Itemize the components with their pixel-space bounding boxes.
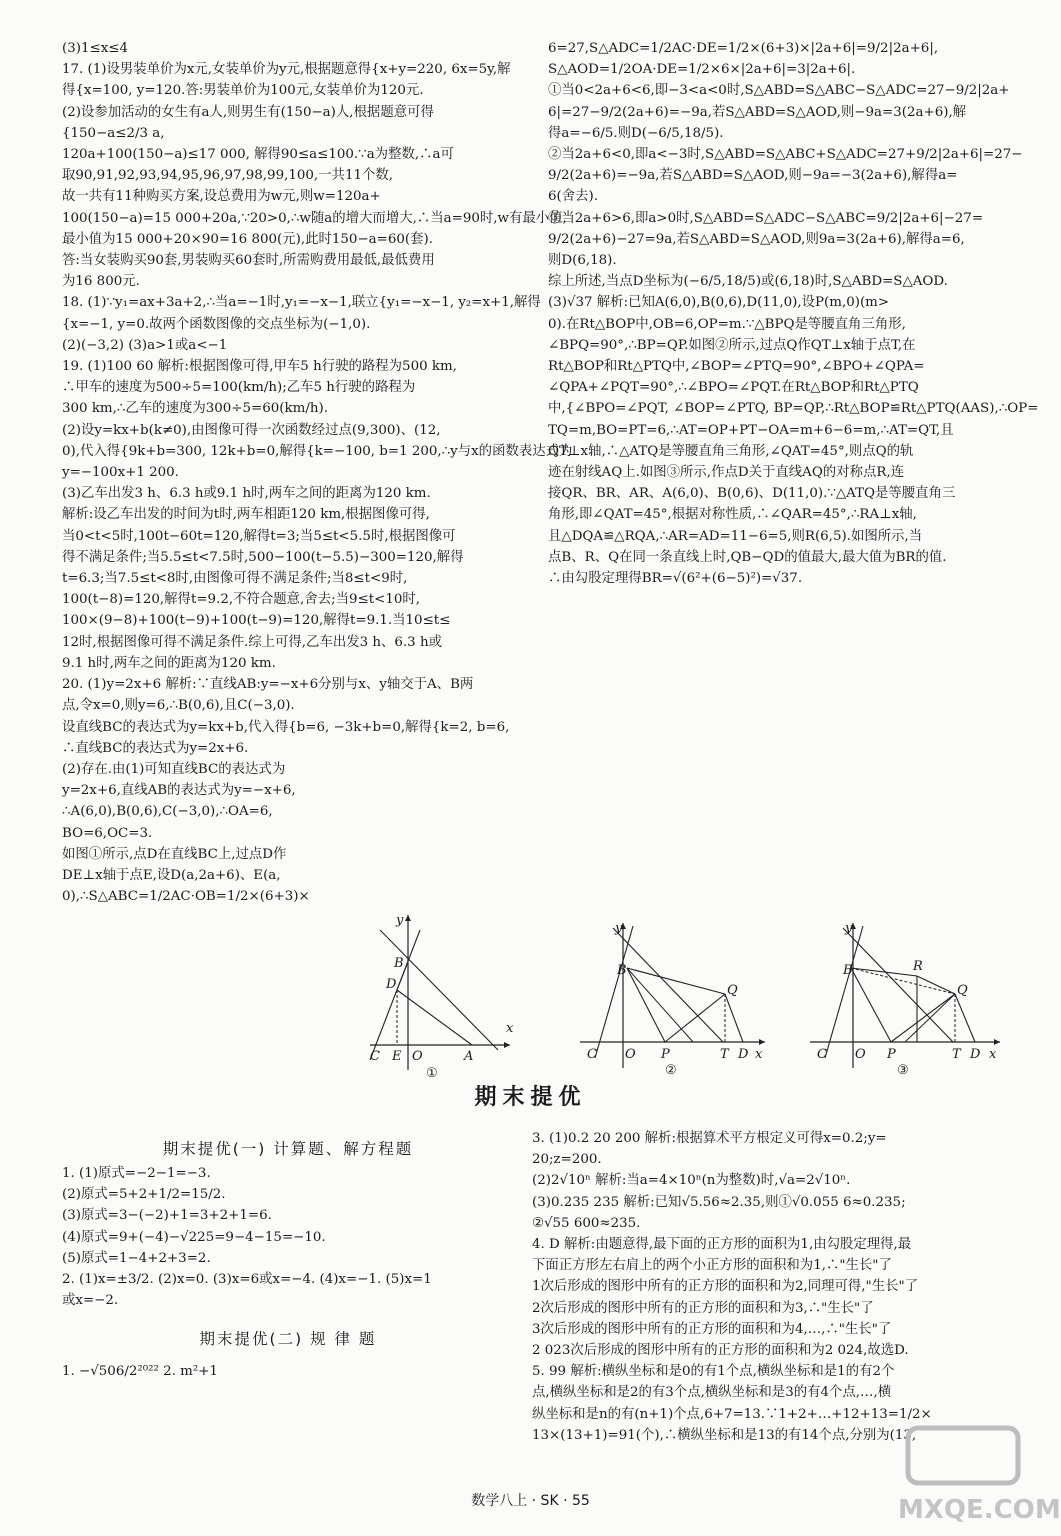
left-column-line: 100×(9−8)+100(t−9)+100(t−9)=120,解得t=9.1.当10≤t≤ <box>62 613 451 629</box>
fig1-O-label: O <box>412 1049 423 1064</box>
right-column-line: ③当2a+6>6,即a>0时,S△ABD=S△ADC−S△ABC=9/2|2a+6|−27= <box>548 210 984 226</box>
bottom-right-line: 4. D 解析:由题意得,最下面的正方形的面积为1,由勾股定理得,最 <box>532 1237 912 1253</box>
bottom-right-line: 纵坐标和是n的有(n+1)个点,6+7=13.∵1+2+…+12+13=1/2× <box>532 1406 932 1422</box>
calculation-line: 1. (1)原式=−2−1=−3. <box>62 1166 211 1181</box>
bottom-right-line: 3. (1)0.2 20 200 解析:根据算术平方根定义可得x=0.2;y= <box>532 1131 887 1146</box>
fig1-D-label: D <box>386 977 397 992</box>
calculation-line: (3)原式=3−(−2)+1=3+2+1=6. <box>62 1208 272 1224</box>
bottom-right-line: 13×(13+1)=91(个),∴横纵坐标和是13的有14个点,分别为(13, <box>532 1427 917 1443</box>
right-column-line: 中,{∠BPO=∠PQT, ∠BOP=∠PTQ, BP=QP,∴Rt△BOP≌Rt△PTQ(AAS),∴OP= <box>548 401 1039 417</box>
fig2-O-label: O <box>625 1047 636 1062</box>
calculation-line: 或x=−2. <box>62 1293 119 1309</box>
fig2-D-label: D <box>738 1047 749 1062</box>
left-column-line: 100(t−8)=120,解得t=9.2,不符合题意,舍去;当9≤t<10时, <box>62 592 421 608</box>
figure-2 <box>575 918 775 1078</box>
bottom-right-line: 3次后形成的图形中所有的正方形的面积和为4,…,∴"生长"了 <box>532 1321 892 1337</box>
left-column-line: ∴甲车的速度为500÷5=100(km/h);乙车5 h行驶的路程为 <box>62 380 416 396</box>
right-column-line: (3)√37 解析:已知A(6,0),B(0,6),D(11,0),设P(m,0)(m> <box>548 295 890 311</box>
right-column-line: 9/2(2a+6)=−9a,若S△ABD=S△AOD,则−9a=−3(2a+6),解得a= <box>548 168 958 184</box>
watermark-logo <box>878 1418 1061 1528</box>
left-column-line: 点,令x=0,则y=6,∴B(0,6),且C(−3,0). <box>62 698 295 714</box>
bottom-right-line: 2 023次后形成的图形中所有的正方形的面积和为2 024,故选D. <box>532 1343 909 1359</box>
fig3-x-label: x <box>989 1047 997 1062</box>
fig3-R-label: R <box>913 959 923 974</box>
right-column-line: S△AOD=1/2OA·DE=1/2×6×|2a+6|=3|2a+6|. <box>548 62 856 78</box>
right-column-line: QT⊥x轴,∴△ATQ是等腰直角三角形,∠QAT=45°,则点Q的轨 <box>548 443 914 459</box>
fig2-x-label: x <box>755 1047 763 1062</box>
right-column-line: ∴由勾股定理得BR=√(6²+(6−5)²)=√37. <box>548 571 803 587</box>
subtitle-calculation: 期末提优(一) 计算题、解方程题 <box>162 1140 414 1158</box>
bottom-right-line: 20;z=200. <box>532 1152 602 1168</box>
fig3-Q-label: Q <box>957 983 968 998</box>
left-column-line: 0),代入得{9k+b=300, 12k+b=0,解得{k=−100, b=1 200,∴y与x的函数表达式为 <box>62 443 573 459</box>
right-column-line: 且△DQA≌△RQA,∴AR=AD=11−6=5,则R(6,5).如图所示,当 <box>548 528 923 544</box>
left-column-line: 得不满足条件;当5.5≤t<7.5时,500−100(t−5.5)−300=120,解得 <box>62 549 464 565</box>
fig1-C-label: C <box>370 1049 380 1064</box>
left-column-line: 100(150−a)=15 000+20a,∵20>0,∴w随a的增大而增大,∴当a=90时,w有最小值, <box>62 210 567 226</box>
left-column-line: {x=−1, y=0.故两个函数图像的交点坐标为(−1,0). <box>62 316 371 332</box>
right-column-line: ∠QPA+∠PQT=90°,∴∠BPO=∠PQT.在Rt△BOP和Rt△PTQ <box>548 380 919 396</box>
bottom-right-line: 点,横纵坐标和是2的有3个点,横纵坐标和是3的有4个点,…,横 <box>532 1385 892 1401</box>
left-column-line: t=6.3;当7.5≤t<8时,由图像可得不满足条件;当8≤t<9时, <box>62 571 408 587</box>
bottom-right-line: ②√55 600≈235. <box>532 1215 641 1231</box>
fig1-caption: ① <box>426 1066 438 1081</box>
bottom-right-line: 2次后形成的图形中所有的正方形的面积和为3,∴"生长"了 <box>532 1300 874 1316</box>
right-column-line: 综上所述,当点D坐标为(−6/5,18/5)或(6,18)时,S△ABD=S△AOD. <box>548 274 948 290</box>
right-column-line: ∠BPQ=90°,∴BP=QP.如图②所示,过点Q作QT⊥x轴于点T,在 <box>548 337 916 353</box>
right-column-line: Rt△BOP和Rt△PTQ中,∠BOP=∠PTQ=90°,∠BPO+∠QPA= <box>548 359 925 375</box>
bottom-left-block <box>62 1135 514 1383</box>
fig2-y-label: y <box>615 921 623 936</box>
fig2-Q-label: Q <box>727 983 738 998</box>
left-column-line: 取90,91,92,93,94,95,96,97,98,99,100,一共11个数, <box>62 168 394 184</box>
left-column-line: 19. (1)100 60 解析:根据图像可得,甲车5 h行驶的路程为500 km, <box>62 359 457 375</box>
fig3-T-label: T <box>952 1047 961 1062</box>
fig3-O-label: O <box>855 1047 866 1062</box>
left-column-line: ∴直线BC的表达式为y=2x+6. <box>62 740 249 756</box>
left-column-line: ∴A(6,0),B(0,6),C(−3,0),∴OA=6, <box>62 804 273 820</box>
calculation-line: (4)原式=9+(−4)−√225=9−4−15=−10. <box>62 1229 326 1245</box>
right-column-line: ①当0<2a+6<6,即−3<a<0时,S△ABD=S△ABC−S△ADC=27−9/2|2a+ <box>548 83 1010 99</box>
fig3-caption: ③ <box>897 1063 909 1078</box>
left-column-line: DE⊥x轴于点E,设D(a,2a+6)、E(a, <box>62 867 281 883</box>
fig1-E-label: E <box>392 1049 402 1064</box>
left-column-line: (2)存在.由(1)可知直线BC的表达式为 <box>62 761 286 777</box>
left-column-line: 最小值为15 000+20×90=16 800(元),此时150−a=60(套). <box>62 231 434 247</box>
left-column-line: 故一共有11种购买方案,设总费用为w元,则w=120a+ <box>62 189 381 205</box>
right-column-line: 点B、R、Q在同一条直线上时,QB−QD的值最大,最大值为BR的值. <box>548 549 947 565</box>
left-column-line: {150−a≤2/3 a, <box>62 125 165 141</box>
left-column-line: 得{x=100, y=120.答:男装单价为100元,女装单价为120元. <box>62 83 424 99</box>
bottom-right-line: (2)2√10ⁿ 解析:当a=4×10ⁿ(n为整数)时,√a=2√10ⁿ. <box>532 1173 851 1189</box>
fig2-P-label: P <box>661 1047 670 1062</box>
left-column-line: 20. (1)y=2x+6 解析:∵直线AB:y=−x+6分别与x、y轴交于A、B两 <box>62 677 474 693</box>
right-column-line: 角形,即∠QAT=45°,根据对称性质,∴∠QAR=45°,∴RA⊥x轴, <box>548 507 917 523</box>
right-column-line: 6|=27−9/2(2a+6)=−9a,若S△ABD=S△AOD,则−9a=3(2a+6),解 <box>548 104 967 120</box>
right-column-line: 迹在射线AQ上.如图③所示,作点D关于直线AQ的对称点R,连 <box>548 465 905 481</box>
left-column <box>62 38 573 907</box>
bottom-right-line: (3)0.235 235 解析:已知√5.56≈2.35,则①√0.055 6≈0.235; <box>532 1194 906 1210</box>
right-column-line: 得a=−6/5.则D(−6/5,18/5). <box>548 125 724 141</box>
fig3-D-label: D <box>970 1047 981 1062</box>
left-column-line: y=−100x+1 200. <box>62 465 179 481</box>
pattern-answers-1-2: 1. −√506/2²⁰²² 2. m²+1 <box>62 1364 218 1380</box>
left-column-line: 18. (1)∵y₁=ax+3a+2,∴当a=−1时,y₁=−x−1,联立{y₁=−x−1, y₂=x+1,解得 <box>62 295 541 311</box>
calculation-line: 2. (1)x=±3/2. (2)x=0. (3)x=6或x=−4. (4)x=−1. (5)x=1 <box>62 1272 432 1288</box>
left-column-line: 12时,根据图像可得不满足条件.综上可得,乙车出发3 h、6.3 h或 <box>62 634 442 650</box>
left-column-line: 答:当女装购买90套,男装购买60套时,所需购费用最低,最低费用 <box>62 253 435 269</box>
left-column-line: 为16 800元. <box>62 274 140 290</box>
figure-1 <box>360 910 520 1080</box>
right-column-line: 则D(6,18). <box>548 253 617 269</box>
right-column-line: 9/2(2a+6)−27=9a,若S△ABD=S△AOD,则9a=3(2a+6),解得a=6, <box>548 231 965 247</box>
fig2-caption: ② <box>665 1063 677 1078</box>
left-column-line: (3)乙车出发3 h、6.3 h或9.1 h时,两车之间的距离为120 km. <box>62 486 431 502</box>
right-column-line: ②当2a+6<0,即a<−3时,S△ABD=S△ABC+S△ADC=27+9/2|2a+6|=27− <box>548 147 1023 163</box>
bottom-right-line: 5. 99 解析:横纵坐标和是0的有1个点,横纵坐标和是1的有2个 <box>532 1364 895 1380</box>
fig1-B-label: B <box>394 956 404 971</box>
left-column-line: 如图①所示,点D在直线BC上,过点D作 <box>62 846 287 862</box>
left-column-line: (2)设y=kx+b(k≠0),由图像可得一次函数经过点(9,300)、(12, <box>62 422 441 438</box>
right-column-line: TQ=m,BO=PT=6,∴AT=OP+PT−OA=m+6−6=m,∴AT=QT,且 <box>548 422 954 438</box>
left-column-line: (2)设参加活动的女生有a人,则男生有(150−a)人,根据题意可得 <box>62 104 434 120</box>
left-column-line: 17. (1)设男装单价为x元,女装单价为y元,根据题意得{x+y=220, 6x=5y,解 <box>62 62 511 78</box>
left-column-line: 120a+100(150−a)≤17 000, 解得90≤a≤100.∵a为整数,∴a可 <box>62 147 454 163</box>
fig3-B-label: B <box>843 963 853 978</box>
fig1-A-label: A <box>464 1049 474 1064</box>
fig3-P-label: P <box>887 1047 896 1062</box>
right-column-line: 0).在Rt△BOP中,OB=6,OP=m.∵△BPQ是等腰直角三角形, <box>548 316 906 332</box>
left-column-line: y=2x+6,直线AB的表达式为y=−x+6, <box>62 783 296 799</box>
fig3-y-label: y <box>845 921 853 936</box>
subtitle-pattern: 期末提优(二) 规 律 题 <box>199 1330 377 1349</box>
fig2-C-label: C <box>587 1047 597 1062</box>
left-column-line: 9.1 h时,两车之间的距离为120 km. <box>62 655 276 671</box>
fig2-B-label: B <box>617 963 627 978</box>
left-column-line: 当0<t<5时,100t−60t=120,解得t=3;当5≤t<5.5时,根据图像可 <box>62 528 456 544</box>
left-column-line: 设直线BC的表达式为y=kx+b,代入得{b=6, −3k+b=0,解得{k=2, b=6, <box>62 719 510 735</box>
figure-3 <box>805 918 1005 1078</box>
right-column <box>548 38 1039 589</box>
calculation-line: (5)原式=1−4+2+3=2. <box>62 1250 211 1266</box>
fig1-y-label: y <box>396 913 404 928</box>
calculation-answers <box>62 1163 514 1311</box>
right-column-line: 接QR、BR、AR、A(6,0)、B(0,6)、D(11,0).∵△ATQ是等腰直角三 <box>548 486 956 502</box>
left-column-line: 0),∴S△ABC=1/2AC·OB=1/2×(6+3)× <box>62 889 310 905</box>
bottom-right-line: 1次后形成的图形中所有的正方形的面积和为2,同理可得,"生长"了 <box>532 1279 919 1295</box>
section-title: 期末提优 <box>474 1085 587 1110</box>
fig1-x-label: x <box>506 1021 514 1036</box>
right-column-line: 6=27,S△ADC=1/2AC·DE=1/2×(6+3)×|2a+6|=9/2|2a+6|, <box>548 41 939 56</box>
left-column-line: BO=6,OC=3. <box>62 825 153 841</box>
bottom-right-line: 下面正方形左右肩上的两个小正方形的面积和为1,∴"生长"了 <box>532 1258 892 1274</box>
fig3-C-label: C <box>817 1047 827 1062</box>
fig2-T-label: T <box>720 1047 729 1062</box>
bottom-right-block <box>532 1128 1006 1446</box>
left-column-line: 300 km,∴乙车的速度为300÷5=60(km/h). <box>62 401 328 417</box>
calculation-line: (2)原式=5+2+1/2=15/2. <box>62 1187 226 1203</box>
page-footer: 数学八上 · SK · 55 <box>471 1493 590 1509</box>
right-column-line: 6(舍去). <box>548 189 599 205</box>
left-column-line: (3)1≤x≤4 <box>62 41 128 56</box>
watermark-text: MXQE.COM <box>898 1495 1061 1525</box>
left-column-line: (2)(−3,2) (3)a>1或a<−1 <box>62 337 228 353</box>
left-column-line: 解析:设乙车出发的时间为t时,两车相距120 km,根据图像可得, <box>62 507 430 523</box>
